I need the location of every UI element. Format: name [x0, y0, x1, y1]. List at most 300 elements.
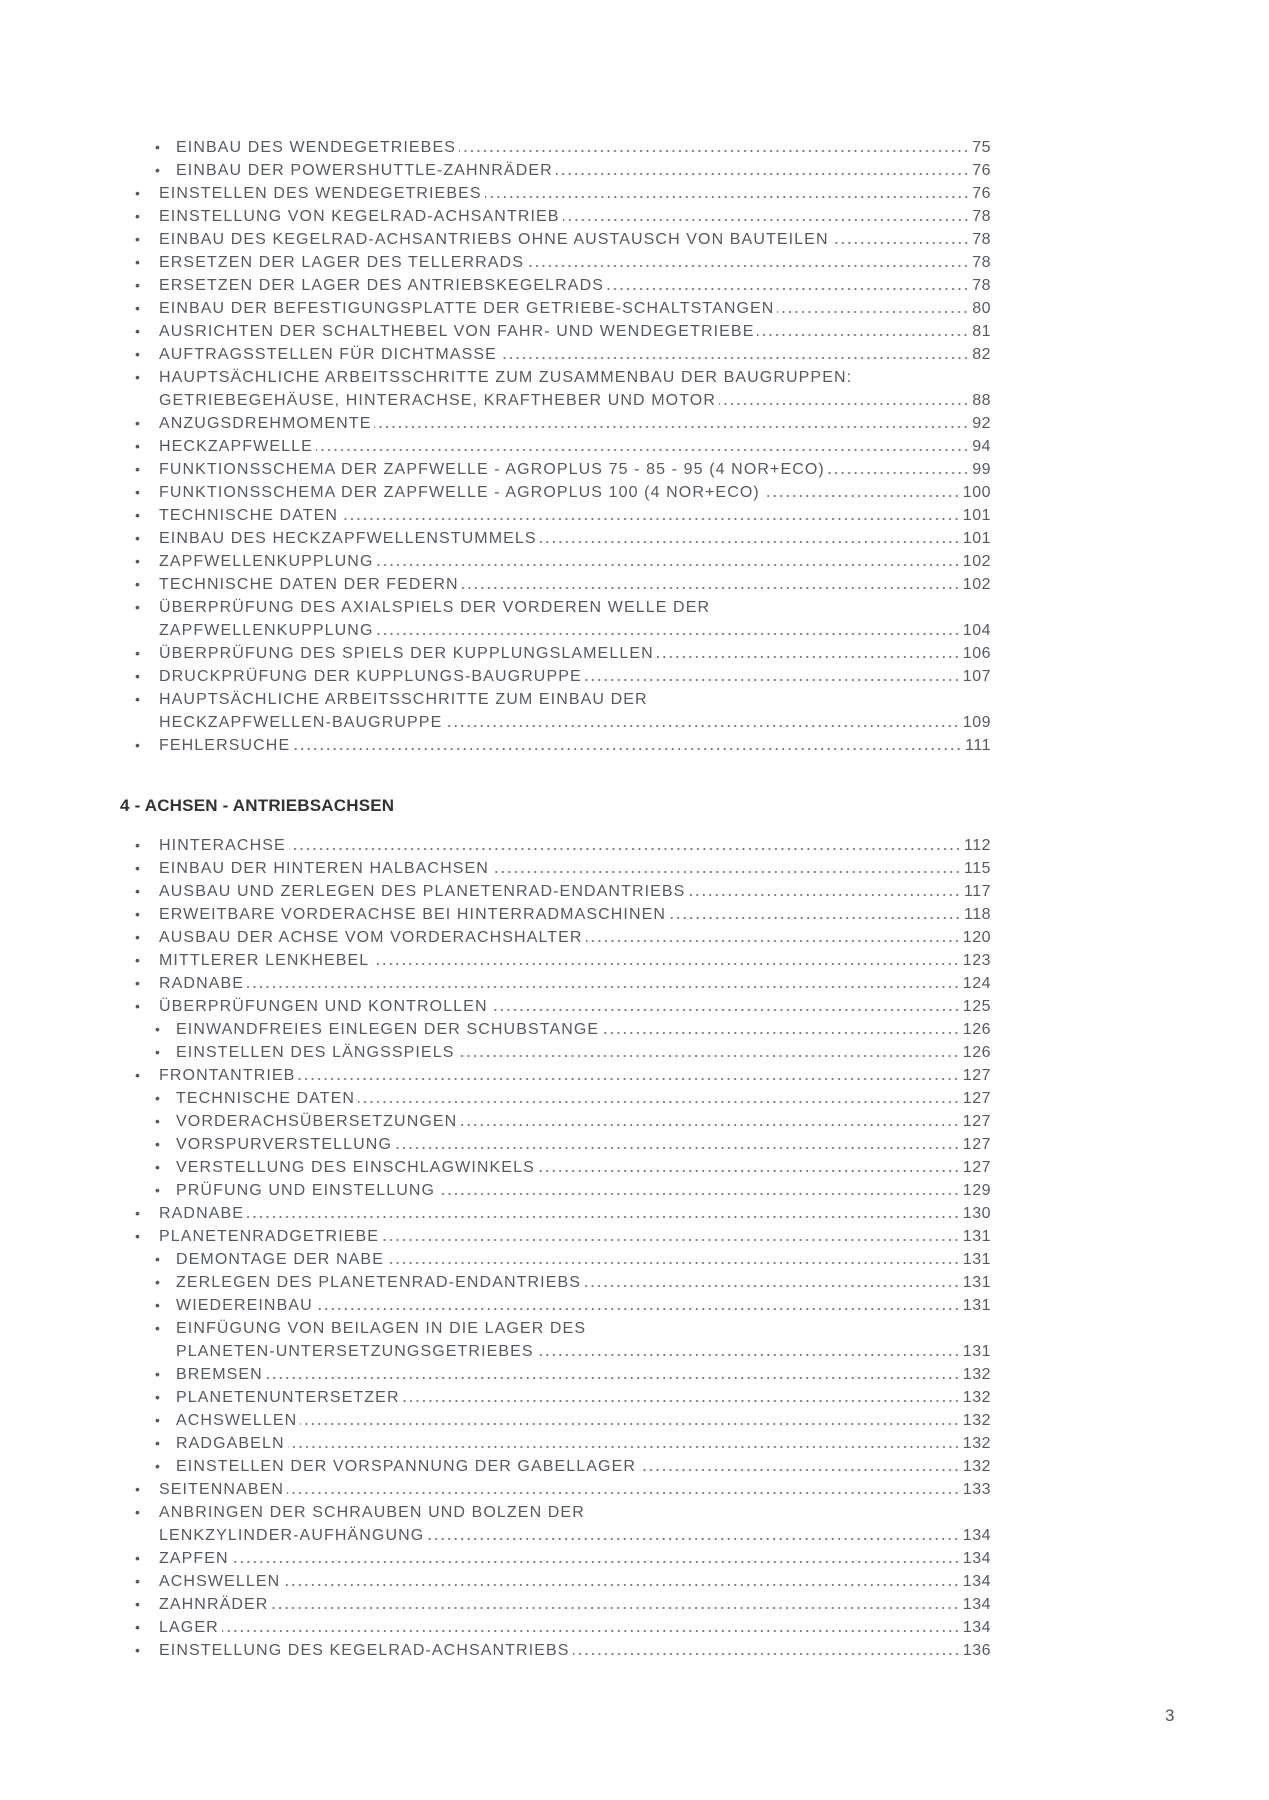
toc-entry-page: 112	[963, 837, 991, 854]
bullet-icon: •	[135, 461, 142, 477]
bullet-icon: •	[135, 860, 142, 876]
dot-leader	[232, 1560, 960, 1564]
toc-entry[interactable]	[0, 1041, 991, 1064]
toc-entry-page: 124	[962, 975, 991, 992]
bullet-icon: •	[135, 998, 142, 1014]
toc-entry[interactable]	[0, 297, 991, 320]
bullet-icon: •	[155, 1297, 162, 1313]
dot-leader	[585, 678, 960, 682]
toc-entry-title: EINWANDFREIES EINLEGEN DER SCHUBSTANGE	[176, 1021, 600, 1038]
dot-leader	[563, 218, 970, 222]
dot-leader	[271, 1606, 959, 1610]
toc-entry-title: EINBAU DES HECKZAPFWELLENSTUMMELS	[159, 530, 537, 547]
toc-entry[interactable]	[0, 619, 991, 642]
dot-leader	[602, 1031, 960, 1035]
toc-entry[interactable]	[0, 1478, 991, 1501]
toc-entry-title: ERWEITBARE VORDERACHSE BEI HINTERRADMASCHINEN	[159, 906, 667, 923]
dot-leader	[316, 448, 969, 452]
toc-entry[interactable]	[0, 228, 991, 251]
bullet-icon: •	[135, 277, 142, 293]
toc-entry-title: HAUPTSÄCHLICHE ARBEITSSCHRITTE ZUM ZUSAMMENBAU DER BAUGRUPPEN:	[159, 369, 853, 386]
toc-entry-title: ANZUGSDREHMOMENTE	[159, 415, 372, 432]
toc-entry-page: 131	[962, 1343, 991, 1360]
toc-entry-title: ZAPFWELLENKUPPLUNG	[159, 553, 374, 570]
toc-entry-title: TECHNISCHE DATEN DER FEDERN	[159, 576, 459, 593]
toc-entry-page: 80	[972, 300, 991, 317]
toc-entry-page: 115	[963, 860, 991, 877]
dot-leader	[688, 893, 961, 897]
dot-leader	[556, 172, 969, 176]
toc-entry-title: GETRIEBEGEHÄUSE, HINTERACHSE, KRAFTHEBER UND MOTOR	[159, 392, 716, 409]
toc-entry[interactable]	[0, 1639, 991, 1662]
bullet-icon: •	[155, 139, 162, 155]
bullet-icon: •	[135, 1573, 142, 1589]
toc-entry[interactable]	[0, 205, 991, 228]
toc-entry-page: 131	[962, 1251, 991, 1268]
toc-entry[interactable]	[0, 1386, 991, 1409]
toc-entry-title: ERSETZEN DER LAGER DES ANTRIEBSKEGELRADS	[159, 277, 604, 294]
toc-entry-page: 92	[972, 415, 991, 432]
bullet-icon: •	[155, 1182, 162, 1198]
toc-entry[interactable]	[0, 1271, 991, 1294]
toc-entry-title: ZAPFWELLENKUPPLUNG	[159, 622, 374, 639]
bullet-icon: •	[135, 300, 142, 316]
toc-entry-title: EINSTELLUNG DES KEGELRAD-ACHSANTRIEBS	[159, 1642, 570, 1659]
bullet-icon: •	[155, 1136, 162, 1152]
toc-entry[interactable]	[0, 1110, 991, 1133]
toc-entry-page: 102	[962, 553, 991, 570]
toc-entry-page: 127	[962, 1067, 991, 1084]
toc-entry[interactable]	[0, 642, 991, 665]
toc-entry[interactable]	[0, 1317, 991, 1340]
toc-entry-page: 130	[962, 1205, 991, 1222]
dot-leader	[287, 1491, 960, 1495]
toc-entry-page: 111	[965, 737, 991, 754]
toc-entry-title: ZERLEGEN DES PLANETENRAD-ENDANTRIEBS	[176, 1274, 582, 1291]
toc-entry-title: ZAPFEN	[159, 1550, 229, 1567]
toc-entry-page: 131	[962, 1297, 991, 1314]
dot-leader	[382, 1238, 960, 1242]
dot-leader	[828, 471, 969, 475]
dot-leader	[300, 1422, 960, 1426]
toc-entry-page: 106	[962, 645, 991, 662]
toc-entry-title: VORDERACHSÜBERSETZUNGEN	[176, 1113, 458, 1130]
dot-leader	[457, 1054, 959, 1058]
toc-entry-title: AUSRICHTEN DER SCHALTHEBEL VON FAHR- UND WENDEGETRIEBE	[159, 323, 755, 340]
bullet-icon: •	[135, 415, 142, 431]
bullet-icon: •	[135, 691, 142, 707]
toc-entry-page: 109	[962, 714, 991, 731]
toc-entry-title: ACHSWELLEN	[159, 1573, 281, 1590]
toc-entry-title: EINBAU DER BEFESTIGUNGSPLATTE DER GETRIEBE-SCHALTSTANGEN	[159, 300, 775, 317]
dot-leader	[247, 985, 960, 989]
toc-entry-title: ÜBERPRÜFUNG DES SPIELS DER KUPPLUNGSLAMELLEN	[159, 645, 654, 662]
toc-entry-title: HECKZAPFWELLE	[159, 438, 313, 455]
bullet-icon: •	[155, 1366, 162, 1382]
toc-entry-page: 78	[972, 208, 991, 225]
dot-leader	[540, 540, 960, 544]
toc-entry-title: EINBAU DES WENDEGETRIEBES	[176, 139, 456, 156]
bullet-icon: •	[135, 553, 142, 569]
toc-entry-page: 127	[962, 1159, 991, 1176]
toc-entry-page: 132	[962, 1435, 991, 1452]
toc-entry[interactable]	[0, 665, 991, 688]
toc-entry[interactable]	[0, 711, 991, 734]
toc-entry-page: 123	[962, 952, 991, 969]
toc-entry-page: 101	[962, 530, 991, 547]
toc-entry-title: AUSBAU DER ACHSE VOM VORDERACHSHALTER	[159, 929, 583, 946]
toc-entry[interactable]	[0, 320, 991, 343]
toc-entry[interactable]	[0, 1248, 991, 1271]
toc-entry[interactable]	[0, 972, 991, 995]
toc-entry-title: LAGER	[159, 1619, 219, 1636]
toc-entry-page: 102	[962, 576, 991, 593]
toc-entry-title: AUFTRAGSSTELLEN FÜR DICHTMASSE	[159, 346, 497, 363]
dot-leader	[586, 939, 960, 943]
toc-entry[interactable]	[0, 573, 991, 596]
toc-entry-page: 82	[972, 346, 991, 363]
bullet-icon: •	[135, 906, 142, 922]
dot-leader	[283, 1583, 960, 1587]
toc-entry-title: DEMONTAGE DER NABE	[176, 1251, 384, 1268]
toc-entry-page: 120	[962, 929, 991, 946]
bullet-icon: •	[135, 369, 142, 385]
toc-entry[interactable]	[0, 481, 991, 504]
toc-entry-page: 134	[962, 1596, 991, 1613]
toc-entry[interactable]	[0, 366, 991, 389]
toc-entry[interactable]	[0, 159, 991, 182]
toc-entry[interactable]	[0, 1547, 991, 1570]
toc-entry[interactable]	[0, 389, 991, 412]
toc-entry-title: RADGABELN	[176, 1435, 285, 1452]
dot-leader	[485, 195, 970, 199]
bullet-icon: •	[135, 323, 142, 339]
toc-entry-page: 78	[972, 231, 991, 248]
bullet-icon: •	[135, 668, 142, 684]
toc-entry-page: 104	[962, 622, 991, 639]
toc-entry-page: 125	[962, 998, 991, 1015]
dot-leader	[403, 1399, 960, 1403]
bullet-icon: •	[135, 975, 142, 991]
bullet-icon: •	[135, 530, 142, 546]
dot-leader	[537, 1353, 960, 1357]
toc-entry[interactable]	[0, 412, 991, 435]
toc-entry[interactable]	[0, 527, 991, 550]
toc-entry-title: PLANETENRADGETRIEBE	[159, 1228, 380, 1245]
toc-entry-page: 99	[972, 461, 991, 478]
bullet-icon: •	[135, 737, 142, 753]
toc-entry[interactable]	[0, 1340, 991, 1363]
bullet-icon: •	[155, 1251, 162, 1267]
bullet-icon: •	[135, 576, 142, 592]
bullet-icon: •	[135, 1619, 142, 1635]
toc-entry-title: MITTLERER LENKHEBEL	[159, 952, 370, 969]
dot-leader	[288, 1445, 960, 1449]
toc-entry-page: 132	[962, 1458, 991, 1475]
toc-entry-title: ÜBERPRÜFUNG DES AXIALSPIELS DER VORDEREN WELLE DER	[159, 599, 711, 616]
bullet-icon: •	[155, 162, 162, 178]
toc-entry-page: 75	[972, 139, 991, 156]
toc-entry-title: ERSETZEN DER LAGER DES TELLERRADS	[159, 254, 524, 271]
toc-entry-page: 133	[962, 1481, 991, 1498]
dot-leader	[757, 333, 969, 337]
dot-leader	[387, 1261, 960, 1265]
dot-leader	[500, 356, 969, 360]
toc-entry-title: VERSTELLUNG DES EINSCHLAGWINKELS	[176, 1159, 535, 1176]
toc-entry[interactable]	[0, 857, 991, 880]
toc-entry[interactable]	[0, 1570, 991, 1593]
bullet-icon: •	[135, 438, 142, 454]
dot-leader	[492, 870, 961, 874]
dot-leader	[657, 655, 960, 659]
bullet-icon: •	[135, 1642, 142, 1658]
toc-entry-page: 76	[972, 162, 991, 179]
toc-entry-page: 107	[962, 668, 991, 685]
toc-entry[interactable]	[0, 1432, 991, 1455]
toc-entry-title: FUNKTIONSSCHEMA DER ZAPFWELLE - AGROPLUS 100 (4 NOR+ECO)	[159, 484, 760, 501]
toc-entry[interactable]	[0, 903, 991, 926]
toc-entry-title: HAUPTSÄCHLICHE ARBEITSSCHRITTE ZUM EINBAU DER	[159, 691, 648, 708]
toc-entry[interactable]	[0, 1156, 991, 1179]
toc-entry-title: HECKZAPFWELLEN-BAUGRUPPE	[159, 714, 443, 731]
bullet-icon: •	[135, 1205, 142, 1221]
dot-leader	[777, 310, 969, 314]
bullet-icon: •	[155, 1044, 162, 1060]
toc-entry[interactable]	[0, 458, 991, 481]
dot-leader	[377, 563, 960, 567]
toc-entry[interactable]	[0, 1616, 991, 1639]
toc-entry[interactable]	[0, 1225, 991, 1248]
toc-entry-title: PLANETEN-UNTERSETZUNGSGETRIEBES	[176, 1343, 534, 1360]
bullet-icon: •	[135, 883, 142, 899]
bullet-icon: •	[135, 254, 142, 270]
toc-entry[interactable]	[0, 926, 991, 949]
toc-entry[interactable]	[0, 1524, 991, 1547]
dot-leader	[832, 241, 970, 245]
toc-entry-title: ANBRINGEN DER SCHRAUBEN UND BOLZEN DER	[159, 1504, 585, 1521]
bullet-icon: •	[135, 185, 142, 201]
toc-entry[interactable]	[0, 504, 991, 527]
toc-entry-title: EINBAU DES KEGELRAD-ACHSANTRIEBS OHNE AUSTAUSCH VON BAUTEILEN	[159, 231, 829, 248]
dot-leader	[374, 425, 969, 429]
toc-entry-title: AUSBAU UND ZERLEGEN DES PLANETENRAD-ENDANTRIEBS	[159, 883, 686, 900]
toc-entry[interactable]	[0, 343, 991, 366]
toc-entry-page: 81	[972, 323, 991, 340]
dot-leader	[222, 1629, 960, 1633]
toc-entry[interactable]	[0, 1409, 991, 1432]
bullet-icon: •	[135, 952, 142, 968]
section-heading-axles: 4 - ACHSEN - ANTRIEBSACHSEN	[120, 796, 395, 815]
toc-entry-title: EINBAU DER HINTEREN HALBACHSEN	[159, 860, 489, 877]
dot-leader	[395, 1146, 960, 1150]
toc-entry-title: FUNKTIONSSCHEMA DER ZAPFWELLE - AGROPLUS 75 - 85 - 95 (4 NOR+ECO)	[159, 461, 825, 478]
dot-leader	[639, 1468, 960, 1472]
bullet-icon: •	[135, 231, 142, 247]
toc-entry-page: 132	[962, 1412, 991, 1429]
toc-entry-title: PLANETENUNTERSETZER	[176, 1389, 400, 1406]
dot-leader	[527, 264, 969, 268]
bullet-icon: •	[155, 1021, 162, 1037]
toc-entry-page: 134	[962, 1550, 991, 1567]
toc-entry-title: RADNABE	[159, 1205, 245, 1222]
bullet-icon: •	[135, 645, 142, 661]
toc-entry-page: 117	[963, 883, 991, 900]
toc-entry-title: FEHLERSUCHE	[159, 737, 291, 754]
dot-leader	[459, 149, 969, 153]
toc-entry[interactable]	[0, 734, 991, 757]
dot-leader	[538, 1169, 960, 1173]
toc-entry-page: 101	[962, 507, 991, 524]
toc-entry-page: 127	[962, 1136, 991, 1153]
bullet-icon: •	[135, 837, 142, 853]
toc-entry-page: 132	[962, 1389, 991, 1406]
toc-entry[interactable]	[0, 688, 991, 711]
bullet-icon: •	[135, 507, 142, 523]
dot-leader	[607, 287, 969, 291]
dot-leader	[358, 1100, 960, 1104]
bullet-icon: •	[155, 1320, 162, 1336]
toc-entry[interactable]	[0, 1501, 991, 1524]
toc-entry[interactable]	[0, 251, 991, 274]
toc-entry[interactable]	[0, 1018, 991, 1041]
toc-entry-title: RADNABE	[159, 975, 245, 992]
toc-entry-title: EINBAU DER POWERSHUTTLE-ZAHNRÄDER	[176, 162, 553, 179]
bullet-icon: •	[155, 1458, 162, 1474]
toc-entry-title: PRÜFUNG UND EINSTELLUNG	[176, 1182, 436, 1199]
toc-entry-page: 126	[962, 1021, 991, 1038]
toc-entry-title: EINFÜGUNG VON BEILAGEN IN DIE LAGER DES	[176, 1320, 587, 1337]
toc-entry[interactable]	[0, 435, 991, 458]
toc-entry-title: ACHSWELLEN	[176, 1412, 298, 1429]
toc-entry[interactable]	[0, 1593, 991, 1616]
toc-entry[interactable]	[0, 136, 991, 159]
dot-leader	[438, 1192, 960, 1196]
dot-leader	[289, 847, 961, 851]
bullet-icon: •	[155, 1435, 162, 1451]
bullet-icon: •	[155, 1389, 162, 1405]
toc-entry-page: 94	[972, 438, 991, 455]
toc-entry[interactable]	[0, 1363, 991, 1386]
toc-entry[interactable]	[0, 995, 991, 1018]
toc-entry-page: 134	[962, 1619, 991, 1636]
bullet-icon: •	[135, 208, 142, 224]
toc-entry[interactable]	[0, 550, 991, 573]
dot-leader	[669, 916, 961, 920]
bullet-icon: •	[135, 1067, 142, 1083]
toc-entry-title: ZAHNRÄDER	[159, 1596, 269, 1613]
bullet-icon: •	[155, 1090, 162, 1106]
dot-leader	[763, 494, 960, 498]
toc-entry[interactable]	[0, 1294, 991, 1317]
toc-entry-title: TECHNISCHE DATEN	[159, 507, 339, 524]
toc-entry-page: 132	[962, 1366, 991, 1383]
dot-leader	[719, 402, 969, 406]
dot-leader	[584, 1284, 960, 1288]
dot-leader	[266, 1376, 960, 1380]
toc-entry-page: 134	[962, 1527, 991, 1544]
dot-leader	[445, 724, 959, 728]
dot-leader	[293, 747, 962, 751]
toc-entry[interactable]	[0, 596, 991, 619]
toc-entry-page: 88	[972, 392, 991, 409]
dot-leader	[316, 1307, 960, 1311]
dot-leader	[298, 1077, 959, 1081]
toc-entry-page: 118	[963, 906, 991, 923]
bullet-icon: •	[135, 346, 142, 362]
toc-entry-page: 126	[962, 1044, 991, 1061]
toc-entry-page: 131	[962, 1228, 991, 1245]
bullet-icon: •	[155, 1159, 162, 1175]
toc-entry-title: EINSTELLEN DES LÄNGSSPIELS	[176, 1044, 455, 1061]
dot-leader	[573, 1652, 960, 1656]
toc-entry-page: 127	[962, 1090, 991, 1107]
toc-entry-title: ÜBERPRÜFUNGEN UND KONTROLLEN	[159, 998, 488, 1015]
toc-entry[interactable]	[0, 880, 991, 903]
dot-leader	[247, 1215, 960, 1219]
bullet-icon: •	[135, 1504, 142, 1520]
toc-entry-title: WIEDEREINBAU	[176, 1297, 313, 1314]
toc-entry-page: 136	[962, 1642, 991, 1659]
bullet-icon: •	[155, 1113, 162, 1129]
toc-entry[interactable]	[0, 834, 991, 857]
toc-entry[interactable]	[0, 1202, 991, 1225]
toc-entry-page: 127	[962, 1113, 991, 1130]
toc-entry-page: 134	[962, 1573, 991, 1590]
bullet-icon: •	[135, 1481, 142, 1497]
toc-entry-page: 78	[972, 277, 991, 294]
bullet-icon: •	[135, 1550, 142, 1566]
page-number: 3	[1165, 1706, 1175, 1725]
toc-entry[interactable]	[0, 1064, 991, 1087]
toc-entry-page: 76	[972, 185, 991, 202]
dot-leader	[491, 1008, 960, 1012]
toc-entry-page: 129	[962, 1182, 991, 1199]
dot-leader	[377, 632, 960, 636]
toc-entry-title: EINSTELLEN DES WENDEGETRIEBES	[159, 185, 482, 202]
toc-entry[interactable]	[0, 182, 991, 205]
toc-entry[interactable]	[0, 1179, 991, 1202]
toc-entry-title: SEITENNABEN	[159, 1481, 285, 1498]
toc-entry-page: 100	[962, 484, 991, 501]
toc-entry-page: 78	[972, 254, 991, 271]
bullet-icon: •	[135, 484, 142, 500]
toc-entry-title: HINTERACHSE	[159, 837, 286, 854]
toc-entry-title: TECHNISCHE DATEN	[176, 1090, 356, 1107]
toc-entry[interactable]	[0, 1133, 991, 1156]
toc-entry[interactable]	[0, 949, 991, 972]
toc-entry-page: 131	[962, 1274, 991, 1291]
toc-entry-title: DRUCKPRÜFUNG DER KUPPLUNGS-BAUGRUPPE	[159, 668, 582, 685]
dot-leader	[460, 1123, 959, 1127]
toc-entry-title: FRONTANTRIEB	[159, 1067, 296, 1084]
dot-leader	[341, 517, 960, 521]
dot-leader	[372, 962, 960, 966]
bullet-icon: •	[135, 1228, 142, 1244]
toc-entry[interactable]	[0, 274, 991, 297]
bullet-icon: •	[135, 599, 142, 615]
toc-entry-title: BREMSEN	[176, 1366, 263, 1383]
toc-entry[interactable]	[0, 1455, 991, 1478]
dot-leader	[462, 586, 960, 590]
bullet-icon: •	[135, 1596, 142, 1612]
toc-entry-title: EINSTELLEN DER VORSPANNUNG DER GABELLAGER	[176, 1458, 637, 1475]
dot-leader	[427, 1537, 959, 1541]
bullet-icon: •	[155, 1412, 162, 1428]
toc-entry-title: EINSTELLUNG VON KEGELRAD-ACHSANTRIEB	[159, 208, 560, 225]
toc-entry-title: LENKZYLINDER-AUFHÄNGUNG	[159, 1527, 425, 1544]
toc-entry[interactable]	[0, 1087, 991, 1110]
toc-entry-title: VORSPURVERSTELLUNG	[176, 1136, 393, 1153]
